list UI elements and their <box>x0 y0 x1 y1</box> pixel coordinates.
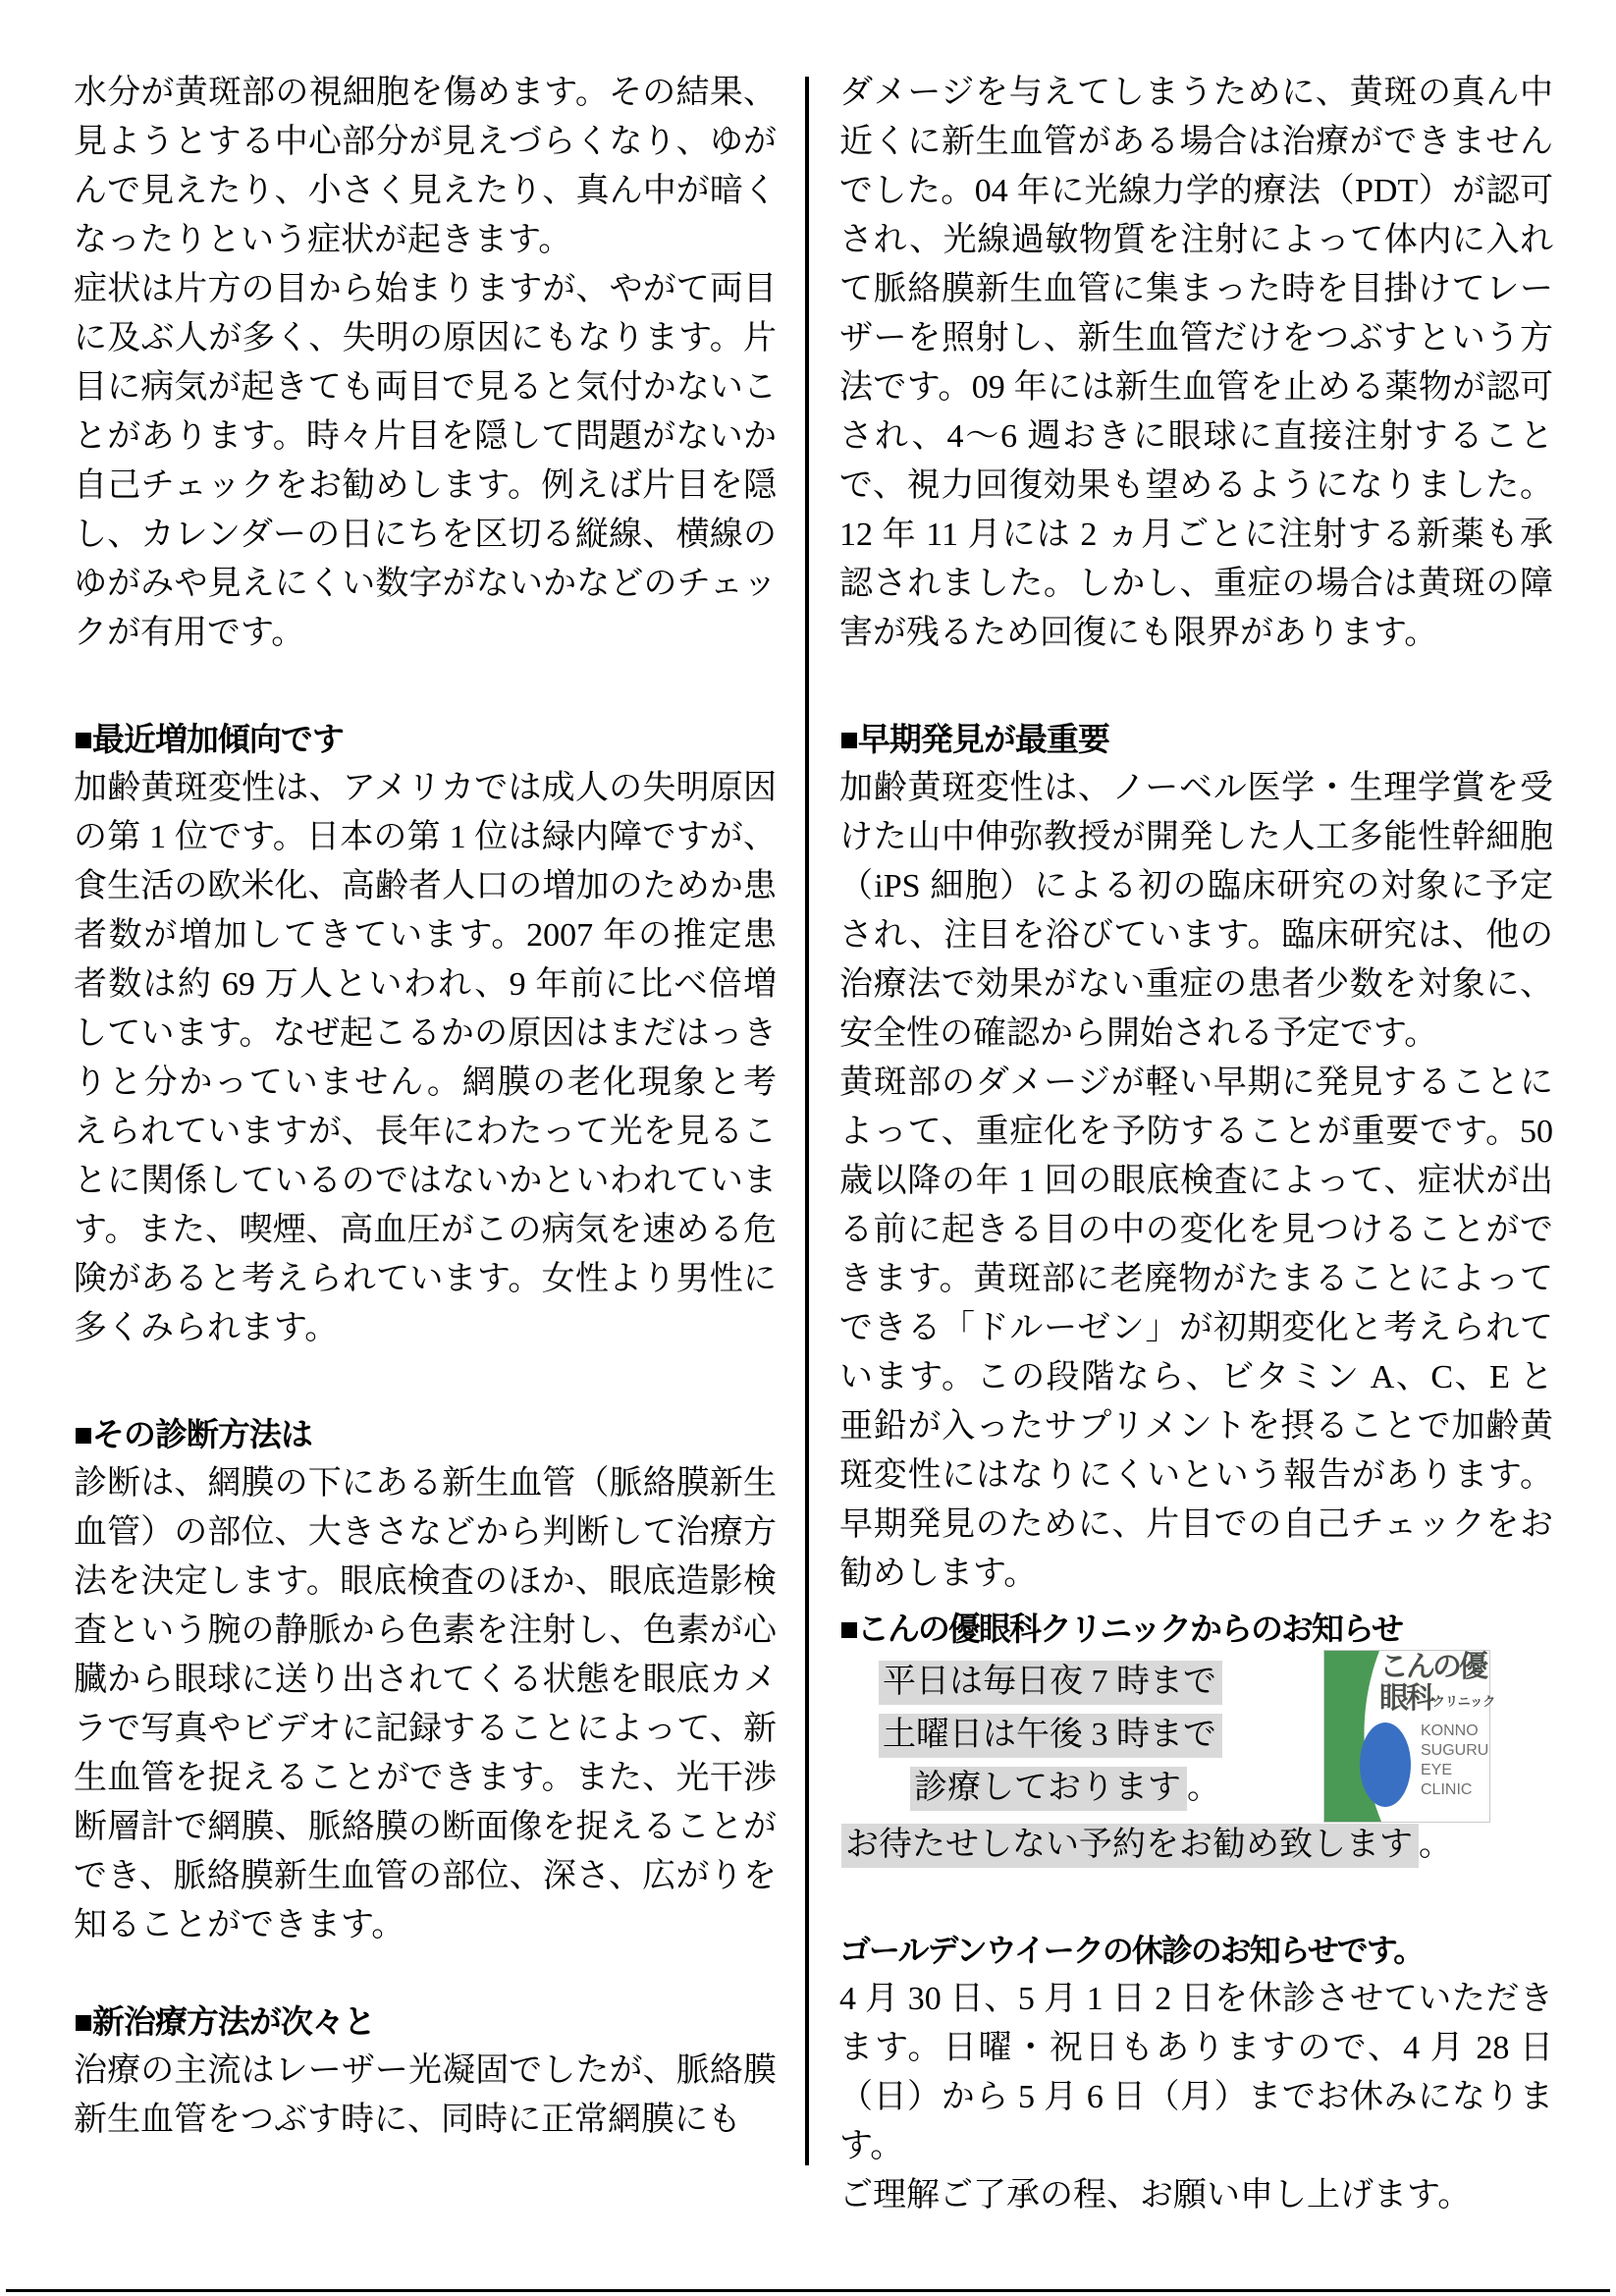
hours-saturday-line <box>879 1711 1222 1760</box>
early-detection-paragraph-1: 加齢黄斑変性は、ノーベル医学・生理学賞を受けた山中伸弥教授が開発した人工多能性幹細胞（iPS 細胞）による初の臨床研究の対象に予定され、注目を浴びています。臨床研究は、他の治療法で効果がない重症の患者少数を対象に、安全性の確認から開始される予定です。 <box>839 770 1553 1052</box>
section-heading-early-detection: ■早期発見が最重要 <box>839 721 1109 757</box>
early-detection-paragraph-2: 黄斑部のダメージが軽い早期に発見することによって、重症化を予防することが重要です。50 歳以降の年 1 回の眼底検査によって、症状が出る前に起きる目の中の変化を見つけることができます。黄斑部に老廃物がたまることによってできる「ドルーゼン」が初期変化と考えられています。この段階なら、ビタミン A、C、E と亜鉛が入ったサプリメントを摂ることで加齢黄斑変性にはなりにくいという報告があります。早期発見のために、片目での自己チェックをお勧めします。 <box>839 1065 1553 1592</box>
reservation-text: お待たせしない予約をお勧め致します <box>841 1824 1419 1868</box>
golden-week-paragraph: 4 月 30 日、5 月 1 日 2 日を休診させていただきます。日曜・祝日もありますので、4 月 28 日（日）から 5 月 6 日（月）までお休みになります。 <box>839 1981 1553 2164</box>
section-heading-increase: ■最近増加傾向です <box>74 721 344 757</box>
damage-paragraph: ダメージを与えてしまうために、黄斑の真ん中近くに新生血管がある場合は治療ができませんでした。04 年に光線力学的療法（PDT）が認可され、光線過敏物質を注射によって体内に入れて脈絡膜新生血管に集まった時を目掛けてレーザーを照射し、新生血管だけをつぶすという方法です。09 年には新生血管を止める薬物が認可され、4～6 週おきに眼球に直接注射することで、視力回復効果も望めるようになりました。12 年 11 月には 2 ヵ月ごとに注射する新薬も承認されました。しかし、重症の場合は黄斑の障害が残るため回復にも限界があります。 <box>839 75 1553 651</box>
reservation-period: 。 <box>1419 1827 1452 1863</box>
increase-paragraph: 加齢黄斑変性は、アメリカでは成人の失明原因の第 1 位です。日本の第 1 位は緑内障ですが、食生活の欧米化、高齢者人口の増加のためか患者数が増加してきています。2007 年の推定患者数は約 69 万人といわれ、9 年前に比べ倍増しています。なぜ起こるかの原因はまだはっきりと分かっていません。網膜の老化現象と考えられていますが、長年にわたって光を見ることに関係しているのではないかといわれています。また、喫煙、高血圧がこの病気を速める危険があると考えられています。女性より男性に多くみられます。 <box>74 770 777 1346</box>
left-column <box>74 69 777 2145</box>
logo-english-line-4: CLINIC <box>1421 1781 1473 1798</box>
hours-weekday-line <box>879 1658 1222 1707</box>
page-bottom-rule <box>6 2289 1610 2292</box>
section-heading-clinic-notice: ■こんの優眼科クリニックからのお知らせ <box>839 1611 1402 1647</box>
logo-english-line-3: EYE <box>1421 1762 1453 1778</box>
hours-note-period: 。 <box>1187 1770 1220 1806</box>
column-divider-line <box>805 77 809 2165</box>
clinic-notice-block <box>839 1651 1553 1875</box>
golden-week-heading: ゴールデンウイークの休診のお知らせです。 <box>839 1933 1424 1968</box>
hours-note-text: 診療しております <box>910 1767 1187 1811</box>
logo-english-line-2: SUGURU <box>1421 1742 1489 1759</box>
logo-name-english <box>1421 1722 1488 1800</box>
logo-english-line-1: KONNO <box>1421 1722 1479 1739</box>
golden-week-closing: ご理解ご了承の程、お願い申し上げます。 <box>839 2177 1472 2214</box>
section-heading-treatment: ■新治療方法が次々と <box>74 2003 375 2040</box>
intro-paragraph-1: 水分が黄斑部の視細胞を傷めます。その結果、見ようとする中心部分が見えづらくなり、ゆがんで見えたり、小さく見えたり、真ん中が暗くなったりという症状が起きます。 <box>74 75 777 258</box>
hours-saturday-text: 土曜日は午後 3 時まで <box>879 1714 1222 1758</box>
reservation-line <box>841 1821 1452 1870</box>
intro-paragraph-2: 症状は片方の目から始まりますが、やがて両目に及ぶ人が多く、失明の原因にもなります。片目に病気が起きても両目で見ると気付かないことがあります。時々片目を隠して問題がないか自己チェックをお勧めします。例えば片目を隠し、カレンダーの日にちを区切る縦線、横線のゆがみや見えにくい数字がないかなどのチェックが有用です。 <box>74 271 777 651</box>
hours-note-line <box>910 1764 1220 1813</box>
logo-name-japanese-bottom: 眼科クリニック <box>1379 1682 1496 1715</box>
hours-weekday-text: 平日は毎日夜 7 時まで <box>879 1661 1222 1705</box>
section-heading-diagnosis: ■その診断方法は <box>74 1416 312 1452</box>
clinic-logo <box>1323 1650 1496 1823</box>
logo-name-japanese-top: こんの優 <box>1379 1651 1485 1683</box>
logo-name-japanese-small: クリニック <box>1432 1694 1496 1709</box>
treatment-paragraph: 治療の主流はレーザー光凝固でしたが、脈絡膜新生血管をつぶす時に、同時に正常網膜にも <box>74 2052 777 2138</box>
logo-blue-ellipse <box>1360 1722 1411 1807</box>
diagnosis-paragraph: 診断は、網膜の下にある新生血管（脈絡膜新生血管）の部位、大きさなどから判断して治療方法を決定します。眼底検査のほか、眼底造影検査という腕の静脈から色素を注射し、色素が心臓から眼球に送り出されてくる状態を眼底カメラで写真やビデオに記録することによって、新生血管を捉えることができます。また、光干渉断層計で網膜、脈絡膜の断面像を捉えることができ、脈絡膜新生血管の部位、深さ、広がりを知ることができます。 <box>74 1465 777 1943</box>
right-column <box>839 69 1553 2220</box>
